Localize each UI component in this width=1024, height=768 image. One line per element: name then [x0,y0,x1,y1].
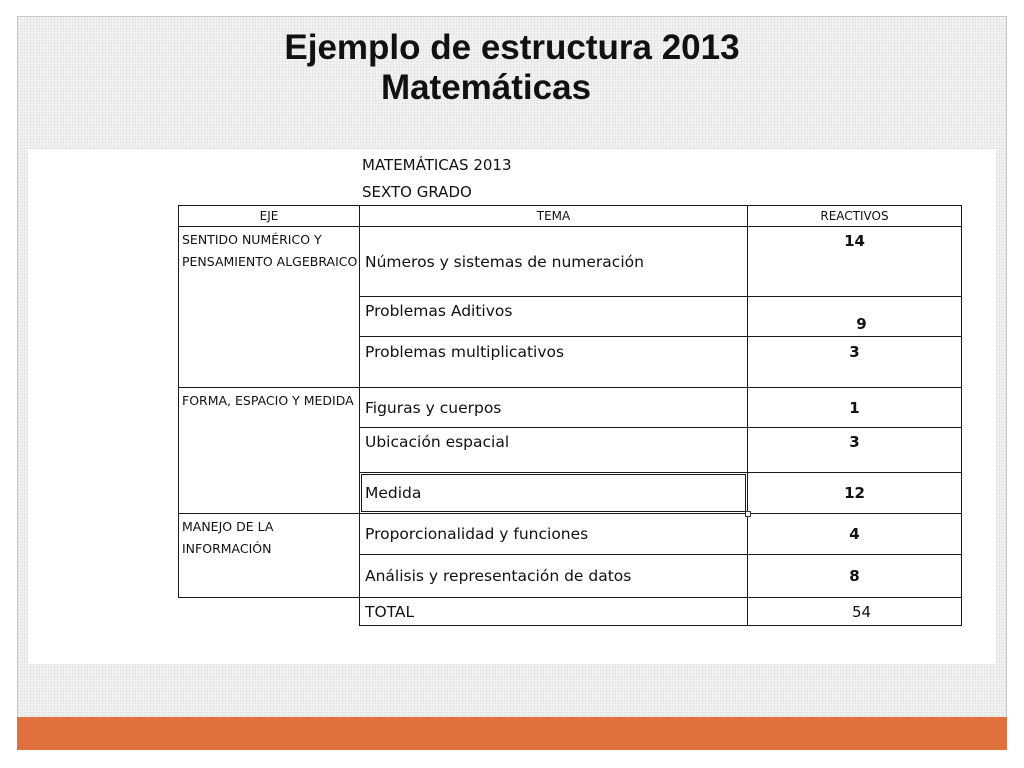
table-row [179,227,962,297]
table-heading-subject: MATEMÁTICAS 2013 [362,156,512,174]
tema-cell: Proporcionalidad y funciones [360,514,748,555]
reactivos-table [178,205,962,626]
total-value: 54 [748,598,962,626]
tema-cell: Problemas Aditivos [360,297,748,337]
table-header-row [179,206,962,227]
tema-cell: Problemas multiplicativos [360,337,748,388]
reactivos-cell: 14 [748,227,962,297]
tema-cell: Números y sistemas de numeración [360,227,748,297]
title-line-1: Ejemplo de estructura 2013 [284,28,740,67]
reactivos-cell: 9 [748,297,962,337]
eje-cell: FORMA, ESPACIO Y MEDIDA [179,388,360,514]
reactivos-cell: 1 [748,388,962,428]
empty-cell [179,598,360,626]
table-total-row [179,598,962,626]
reactivos-cell: 3 [748,337,962,388]
slide-title [0,28,1024,108]
resize-handle-icon[interactable] [745,511,751,517]
reactivos-cell: 8 [748,555,962,598]
tema-cell-text: Medida [365,484,422,502]
eje-cell: MANEJO DE LA INFORMACIÓN [179,514,360,598]
reactivos-cell: 3 [748,428,962,473]
header-reactivos: REACTIVOS [748,206,962,227]
reactivos-cell: 4 [748,514,962,555]
header-eje: EJE [179,206,360,227]
table-heading-grade: SEXTO GRADO [362,183,472,201]
table-row [179,388,962,428]
eje-cell: SENTIDO NUMÉRICO Y PENSAMIENTO ALGEBRAICO [179,227,360,388]
table-row [179,514,962,555]
tema-cell: Figuras y cuerpos [360,388,748,428]
tema-cell: Ubicación espacial [360,428,748,473]
total-label: TOTAL [360,598,748,626]
tema-cell-selected[interactable] [360,473,748,514]
header-tema: TEMA [360,206,748,227]
reactivos-cell: 12 [748,473,962,514]
bottom-accent-bar [17,717,1007,750]
tema-cell: Análisis y representación de datos [360,555,748,598]
title-line-2: Matemáticas [380,68,592,107]
